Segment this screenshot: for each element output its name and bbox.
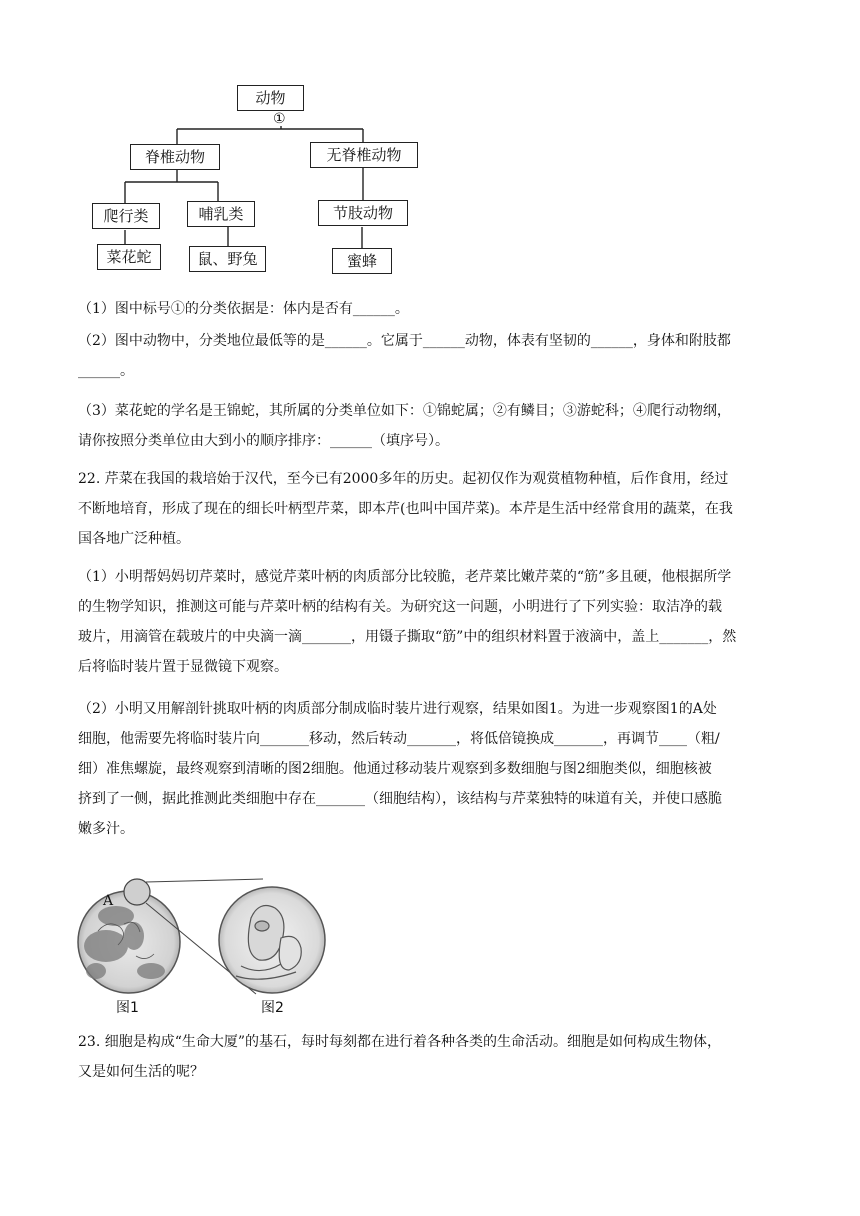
tree-node-mammal: 哺乳类 — [187, 201, 255, 227]
micrograph-illustration — [76, 876, 336, 1021]
figure1-caption: 图1 — [116, 1000, 139, 1016]
q21-part2: （2）图中动物中，分类地位最低等的是______。它属于______动物，体表有坚韧的______，身体和附肢都 ______。 — [78, 333, 731, 379]
q22-intro: 22. 芹菜在我国的栽培始于汉代，至今已有2000多年的历史。起初仅作为观赏植物种植，后作食用，经过 不断地培育，形成了现在的细长叶柄型芹菜，即本芹(也叫中国芹菜)。本芹是生活中经常食用的蔬菜，在我 国各地广泛种植。 — [78, 471, 733, 547]
figure2-caption: 图2 — [261, 1000, 284, 1016]
q21-part1: （1）图中标号①的分类依据是：体内是否有______。 — [78, 301, 409, 317]
tree-node-honeybee: 蜜蜂 — [332, 248, 392, 274]
tree-node-reptile: 爬行类 — [92, 203, 160, 229]
micrograph-figure — [76, 876, 336, 1021]
tree-node-vertebrate: 脊椎动物 — [130, 144, 220, 170]
tree-node-king-ratsnake: 菜花蛇 — [97, 244, 161, 270]
figure1-label-a: A — [103, 893, 114, 909]
animal-classification-tree — [88, 82, 418, 282]
q21-part3: （3）菜花蛇的学名是王锦蛇，其所属的分类单位如下：①锦蛇属；②有鳞目；③游蛇科；④爬行动物纲， 请你按照分类单位由大到小的顺序排序：______（填序号）。 — [78, 403, 731, 449]
q22-part1: （1）小明帮妈妈切芹菜时，感觉芹菜叶柄的肉质部分比较脆，老芹菜比嫩芹菜的“筋”多且硬，他根据所学 的生物学知识，推测这可能与芹菜叶柄的结构有关。为研究这一问题，小明进行了下列实验：取洁净的载 玻片，用滴管在载玻片的中央滴一滴_______，用镊子撕取“筋”中的组织材料置于液滴中，盖上_______，然 后将临时装片置于显微镜下观察。 — [78, 569, 737, 675]
q23-text: 23. 细胞是构成“生命大厦”的基石，每时每刻都在进行着各种各类的生命活动。细胞是如何构成生物体， 又是如何生活的呢？ — [78, 1034, 722, 1080]
q22-part2: （2）小明又用解剖针挑取叶柄的肉质部分制成临时装片进行观察，结果如图1。为进一步观察图1的A处 细胞，他需要先将临时装片向_______移动，然后转动_______，将低倍镜换成_______，再调节____（粗/ 细）准焦螺旋，最终观察到清晰的图2细胞。他通过移动装片观察到多数细胞与图2细胞类似，细胞核被 挤到了一侧，据此推测此类细胞中存在_______（细胞结构），该结构与芹菜独特的味道有关，并使口感脆 嫩多汁。 — [78, 701, 722, 837]
tree-node-arthropod: 节肢动物 — [318, 200, 408, 226]
tree-node-mouse-hare: 鼠、野兔 — [189, 246, 266, 272]
tree-marker-1: ① — [273, 111, 286, 127]
tree-node-invertebrate: 无脊椎动物 — [310, 142, 418, 168]
tree-node-root: 动物 — [237, 85, 304, 111]
